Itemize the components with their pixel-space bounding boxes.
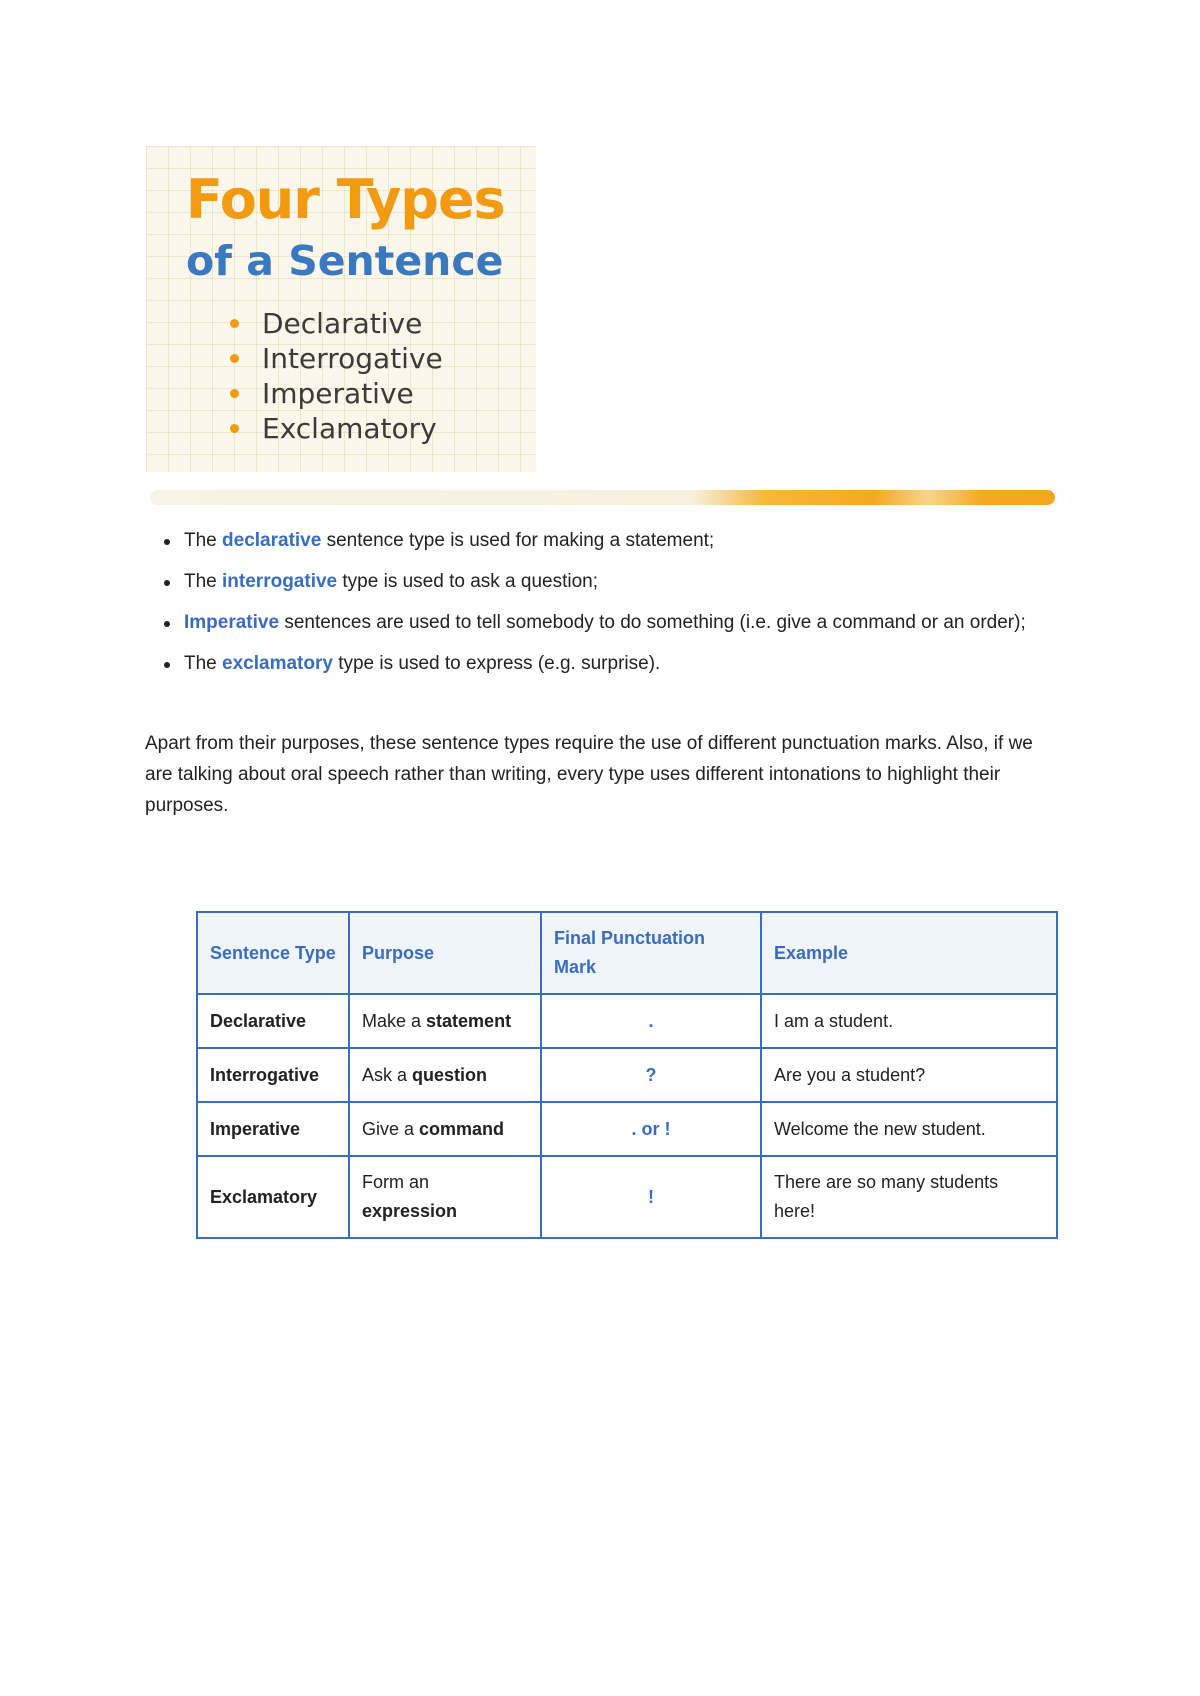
cell-sentence-type: Imperative [197,1102,349,1156]
column-header-purpose: Purpose [349,912,541,994]
header-type-label: Exclamatory [262,412,437,445]
bullet-text: type is used to ask a question; [337,571,599,592]
bullet-dot-icon [230,389,239,398]
bullet-text: sentence type is used for making a statement; [321,530,715,551]
header-type-label: Interrogative [262,342,443,375]
bullet-dot-icon [230,319,239,328]
cell-example: Welcome the new student. [761,1102,1057,1156]
bullet-text: sentences are used to tell somebody to do something (i.e. give a command or an order); [279,612,1026,633]
column-header-punctuation: Final Punctuation Mark [541,912,761,994]
decorative-banner-strip [150,490,1055,505]
table-row [197,1048,1057,1102]
bullet-item-exclamatory [162,649,1062,679]
column-header-sentence-type: Sentence Type [197,912,349,994]
header-type-item [230,376,443,411]
cell-purpose [349,1048,541,1102]
cell-punctuation-mark: . [541,994,761,1048]
keyword-declarative: declarative [222,530,322,551]
cell-purpose [349,994,541,1048]
header-type-item [230,411,443,446]
header-title-line2: of a Sentence [186,237,504,285]
header-title-line1: Four Types [186,168,505,231]
purpose-keyword: question [412,1064,488,1085]
cell-sentence-type: Declarative [197,994,349,1048]
bullet-text: The [184,530,223,551]
bullet-item-interrogative [162,567,1062,597]
bullet-item-declarative [162,526,1062,556]
cell-punctuation-mark: ! [541,1156,761,1238]
cell-punctuation-mark: ? [541,1048,761,1102]
header-type-label: Imperative [262,377,414,410]
cell-sentence-type: Interrogative [197,1048,349,1102]
sentence-types-table-wrapper [196,911,1056,1239]
bullet-text: type is used to express (e.g. surprise). [332,653,661,674]
bullet-item-imperative [162,608,1062,638]
table-row [197,994,1057,1048]
purpose-text: Ask a [362,1064,413,1085]
keyword-interrogative: interrogative [222,571,338,592]
table-row [197,1102,1057,1156]
bullet-text: The [184,653,223,674]
header-type-item [230,341,443,376]
body-paragraph: Apart from their purposes, these sentence types require the use of different punctuation marks. Also, if we are talking about oral speech rather than writing, every type uses different intonations to highlight their purposes. [145,733,1033,816]
purpose-keyword: statement [426,1010,512,1031]
purpose-text: Give a [362,1118,420,1139]
header-type-label: Declarative [262,307,423,340]
header-type-item [230,306,443,341]
header-type-list [230,306,443,446]
bullet-dot-icon [230,424,239,433]
cell-example: There are so many students here! [761,1156,1057,1238]
bullet-dot-icon [230,354,239,363]
purpose-text: Form an [362,1172,430,1192]
table-header-row [197,912,1057,994]
purpose-keyword: expression [362,1201,458,1221]
sentence-type-bullets [162,526,1062,690]
keyword-imperative: Imperative [184,612,280,633]
cell-punctuation-mark: . or ! [541,1102,761,1156]
cell-purpose [349,1102,541,1156]
purpose-keyword: command [419,1118,505,1139]
cell-sentence-type: Exclamatory [197,1156,349,1238]
table-row [197,1156,1057,1238]
header-graphic [146,146,536,472]
cell-example: Are you a student? [761,1048,1057,1102]
purpose-text: Make a [362,1010,427,1031]
keyword-exclamatory: exclamatory [222,653,333,674]
column-header-example: Example [761,912,1057,994]
sentence-types-table [196,911,1058,1239]
cell-purpose [349,1156,541,1238]
bullet-text: The [184,571,223,592]
cell-example: I am a student. [761,994,1057,1048]
